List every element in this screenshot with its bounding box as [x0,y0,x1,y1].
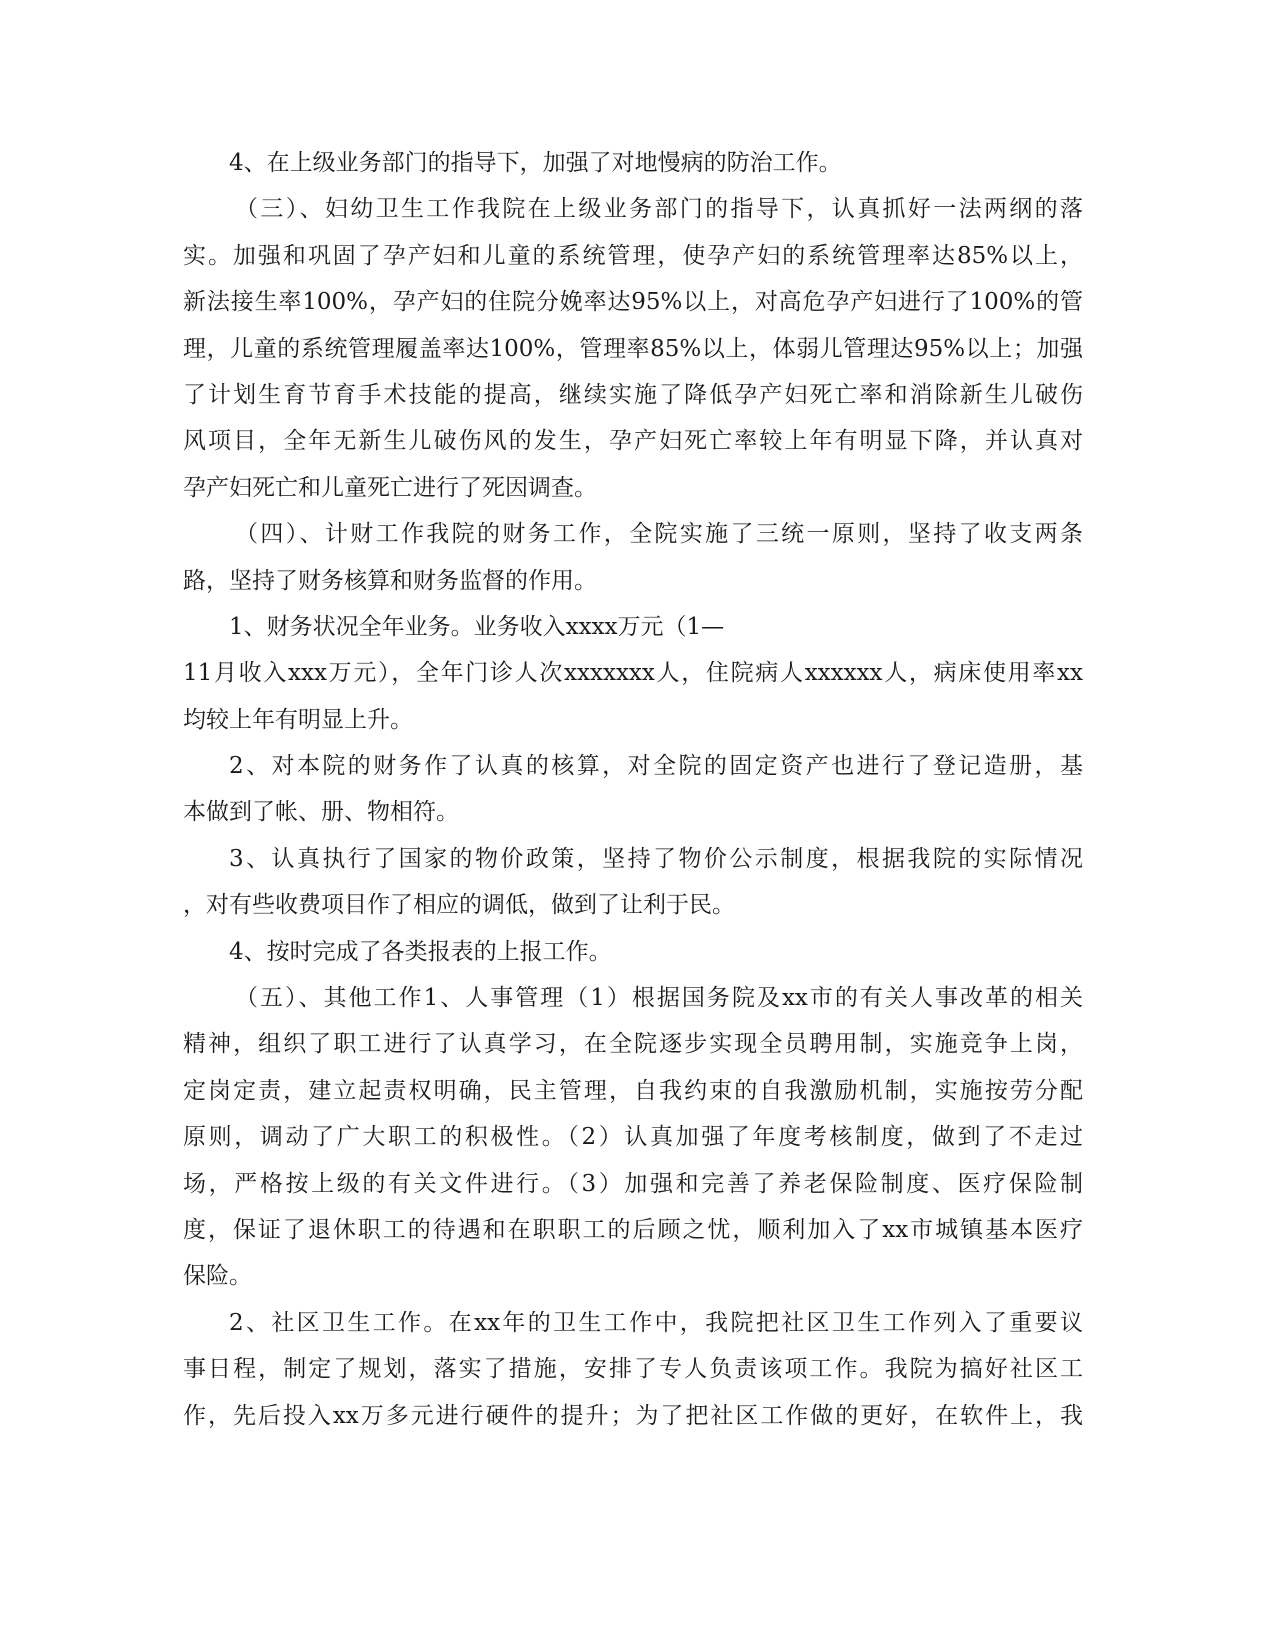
paragraph-community-health [183,1300,1083,1439]
text-line: 原则，调动了广大职工的积极性。（2）认真加强了年度考核制度，做到了不走过 [183,1124,1083,1151]
text-line: 定岗定责，建立起责权明确，民主管理，自我约束的自我激励机制，实施按劳分配 [183,1077,1083,1104]
text-line: 新法接生率100%，孕产妇的住院分娩率达95%以上，对高危孕产妇进行了100%的管 [183,289,1083,316]
text-line: 4、在上级业务部门的指导下，加强了对地慢病的防治工作。 [229,150,842,176]
text-line: 度，保证了退休职工的待遇和在职职工的后顾之忧，顺利加入了xx市城镇基本医疗 [183,1216,1083,1243]
paragraph-finance-work [183,511,1083,604]
paragraph-other-work [183,975,1083,1300]
text-line: 作，先后投入xx万多元进行硬件的提升；为了把社区工作做的更好，在软件上，我 [183,1402,1083,1429]
text-line: 风项目，全年无新生儿破伤风的发生，孕产妇死亡率较上年有明显下降，并认真对 [183,428,1083,455]
text-line: 均较上年有明显上升。 [183,706,413,733]
text-line: 事日程，制定了规划，落实了措施，安排了专人负责该项工作。我院为搞好社区工 [183,1356,1083,1383]
text-line: （三）、妇幼卫生工作我院在上级业务部门的指导下，认真抓好一法两纲的落 [235,196,1083,223]
text-line: 本做到了帐、册、物相符。 [183,799,459,826]
paragraph-asset-accounting [183,743,1083,836]
text-line: 理，儿童的系统管理履盖率达100%，管理率85%以上，体弱儿管理达95%以上；加强 [183,335,1083,362]
text-line: 3、认真执行了国家的物价政策，坚持了物价公示制度，根据我院的实际情况 [229,845,1083,872]
paragraph-price-policy [183,836,1083,929]
paragraph-maternal-child-health [183,186,1083,511]
text-line: 了计划生育节育手术技能的提高，继续实施了降低孕产妇死亡率和消除新生儿破伤 [183,381,1083,408]
paragraph-chronic-disease [183,140,1083,186]
text-line: 1、财务状况全年业务。业务收入xxxx万元（1— [229,613,725,640]
text-line: 4、按时完成了各类报表的上报工作。 [229,938,612,965]
text-line: （五）、其他工作1、人事管理（1）根据国务院及xx市的有关人事改革的相关 [235,985,1083,1012]
text-line: 场，严格按上级的有关文件进行。（3）加强和完善了养老保险制度、医疗保险制 [183,1170,1083,1197]
document-body [183,140,1083,1439]
text-line: 孕产妇死亡和儿童死亡进行了死因调查。 [183,474,597,501]
text-line: 11月收入xxx万元），全年门诊人次xxxxxxx人，住院病人xxxxxx人，病床使用率xx [183,660,1083,687]
paragraph-financial-status [183,604,1083,743]
text-line: 实。加强和巩固了孕产妇和儿童的系统管理，使孕产妇的系统管理率达85%以上， [183,242,1083,269]
text-line: 2、对本院的财务作了认真的核算，对全院的固定资产也进行了登记造册，基 [229,753,1083,780]
text-line: 精神，组织了职工进行了认真学习，在全院逐步实现全员聘用制，实施竞争上岗， [183,1031,1083,1058]
text-line: 保险。 [183,1263,252,1290]
text-line: ，对有些收费项目作了相应的调低，做到了让利于民。 [183,892,735,919]
text-line: 2、社区卫生工作。在xx年的卫生工作中，我院把社区卫生工作列入了重要议 [229,1309,1083,1336]
text-line: 路，坚持了财务核算和财务监督的作用。 [183,567,597,594]
text-line: （四）、计财工作我院的财务工作，全院实施了三统一原则，坚持了收支两条 [235,521,1083,548]
paragraph-reports [183,929,1083,975]
